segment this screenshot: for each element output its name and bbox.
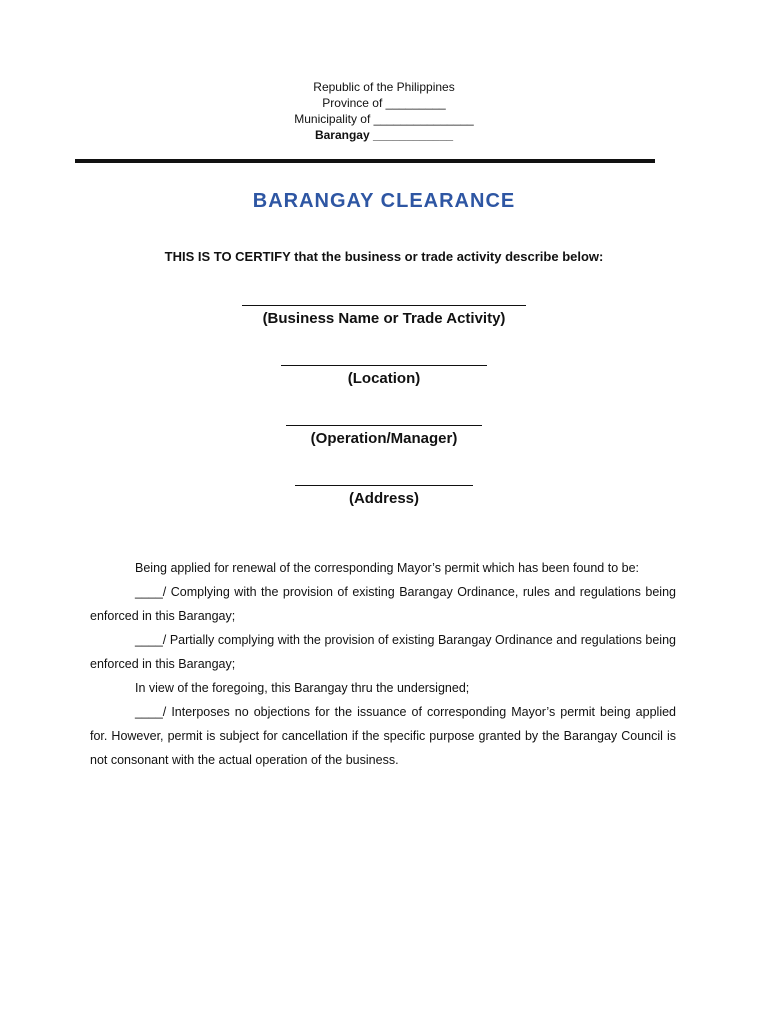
address-blank bbox=[295, 485, 473, 486]
certify-statement: THIS IS TO CERTIFY that the business or trade activity describe below: bbox=[164, 249, 604, 264]
business-name-field bbox=[0, 305, 768, 327]
paragraph-no-objection: ____/ Interposes no objections for the issuance of corresponding Mayor’s permit being applied for. However, permit is subject for cancellation if the specific purpose granted by the Barangay Council is not consonant with the actual operation of the business. bbox=[90, 705, 676, 767]
location-blank bbox=[281, 365, 487, 366]
header-municipality: Municipality of _______________ bbox=[294, 112, 474, 126]
address-field bbox=[0, 485, 768, 507]
location-field bbox=[0, 365, 768, 387]
address-label: (Address) bbox=[348, 490, 419, 507]
operation-manager-blank bbox=[286, 425, 482, 426]
header-republic: Republic of the Philippines bbox=[313, 80, 455, 94]
paragraph-complying: ____/ Complying with the provision of existing Barangay Ordinance, rules and regulations being enforced in this Barangay; bbox=[90, 585, 676, 623]
operation-manager-field bbox=[0, 425, 768, 447]
operation-manager-label: (Operation/Manager) bbox=[310, 430, 458, 447]
clearance-body bbox=[90, 556, 676, 772]
location-label: (Location) bbox=[347, 370, 421, 387]
header-barangay: Barangay ____________ bbox=[314, 128, 454, 142]
paragraph-renewal: Being applied for renewal of the corresponding Mayor’s permit which has been found to be: bbox=[135, 561, 640, 575]
business-name-label: (Business Name or Trade Activity) bbox=[262, 310, 506, 327]
header-divider bbox=[75, 159, 655, 163]
header-province: Province of _________ bbox=[322, 96, 446, 110]
business-name-blank bbox=[242, 305, 526, 306]
letterhead bbox=[0, 79, 768, 143]
paragraph-foregoing: In view of the foregoing, this Barangay thru the undersigned; bbox=[135, 681, 470, 695]
paragraph-partially-complying: ____/ Partially complying with the provision of existing Barangay Ordinance and regulations being enforced in this Barangay; bbox=[90, 633, 676, 671]
document-title: BARANGAY CLEARANCE bbox=[252, 190, 516, 212]
